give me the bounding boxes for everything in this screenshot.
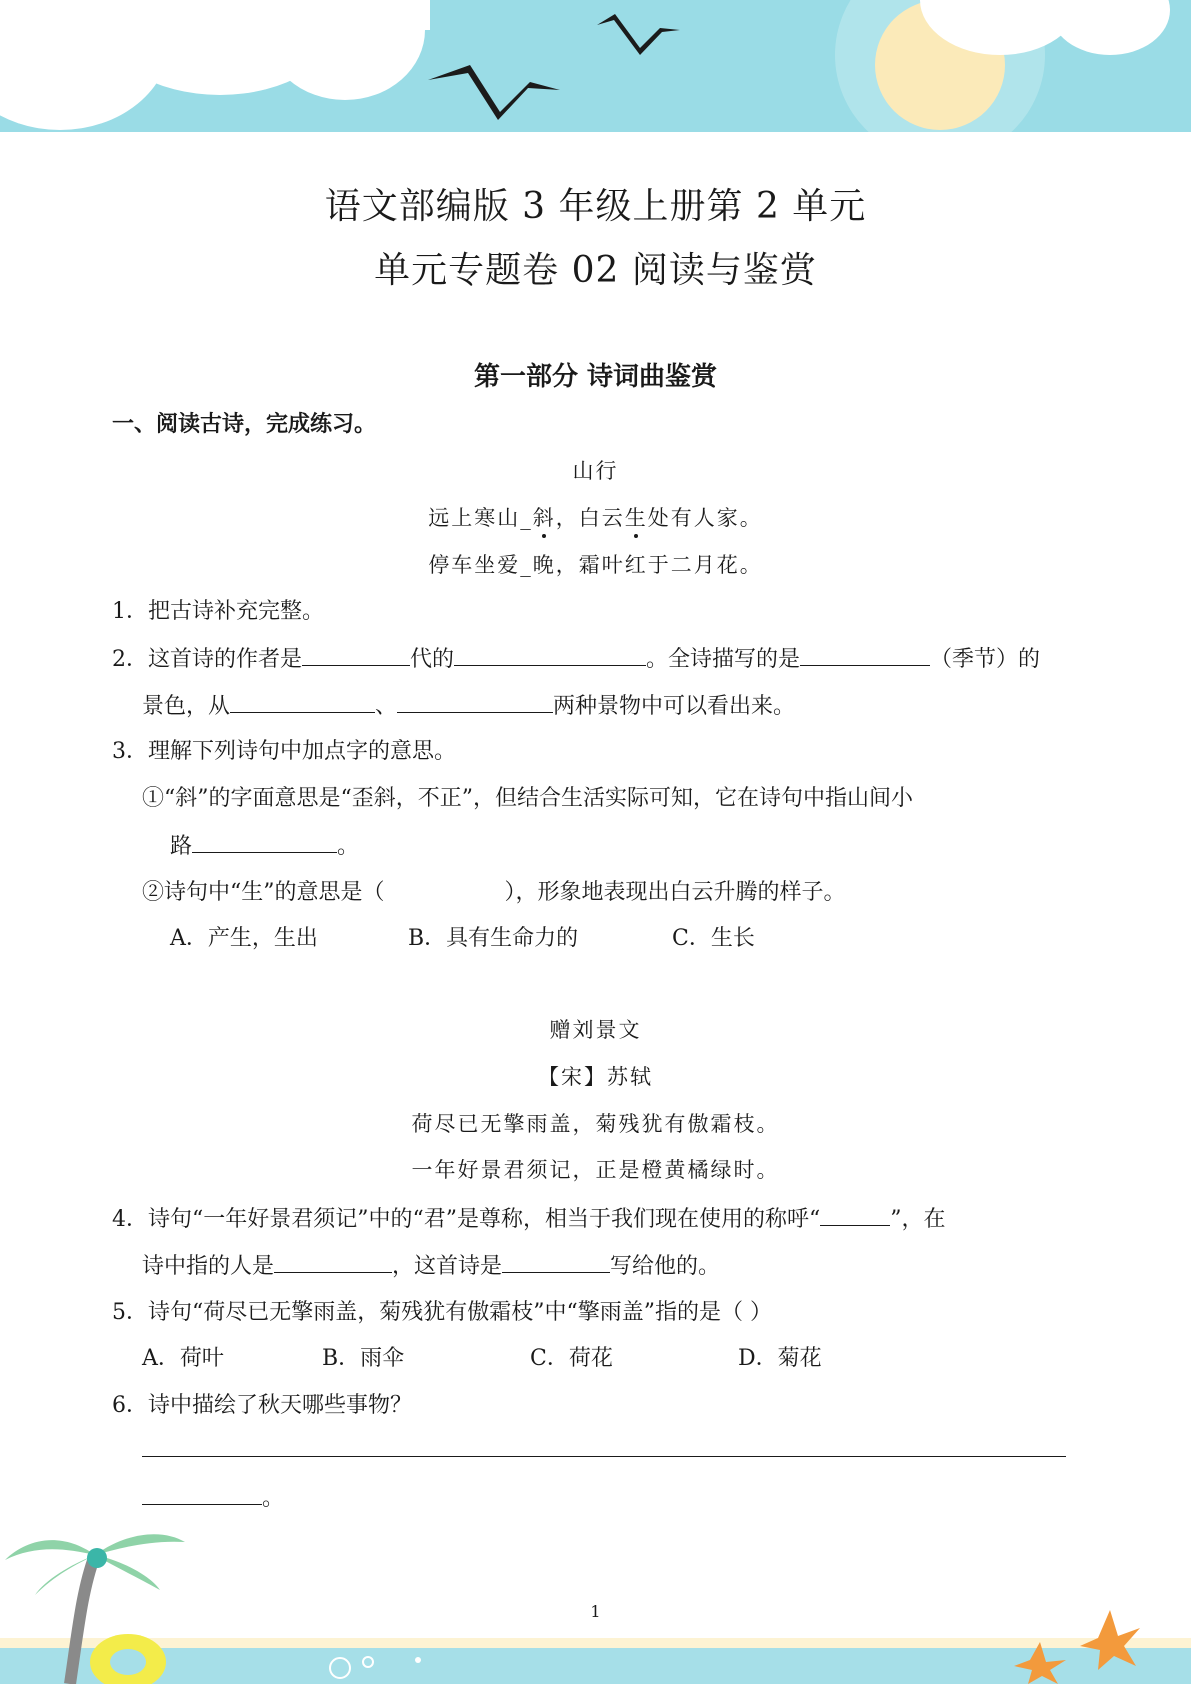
question-3-sub1-line1: ①“斜”的字面意思是“歪斜，不正”，但结合生活实际可知，它在诗句中指山间小 <box>142 786 913 811</box>
answer-blank[interactable] <box>192 828 337 853</box>
page-number: 1 <box>590 1602 601 1621</box>
option-a[interactable]: A．荷叶 <box>142 1346 224 1371</box>
question-3: 3．理解下列诗句中加点字的意思。 <box>112 739 456 764</box>
poem2-author: 【宋】苏轼 <box>538 1065 653 1089</box>
option-b[interactable]: B．雨伞 <box>322 1346 405 1371</box>
answer-blank[interactable] <box>230 688 375 713</box>
option-c[interactable]: C．荷花 <box>530 1346 613 1371</box>
emphasis-dot-char: 生 <box>625 502 648 532</box>
answer-blank[interactable] <box>397 688 553 713</box>
poem1-line1: 远上寒山_斜，白云生处有人家。 <box>0 502 1191 532</box>
question-6: 6．诗中描绘了秋天哪些事物？ <box>112 1393 412 1418</box>
poem2-line1: 荷尽已无擎雨盖，菊残犹有傲霜枝。 <box>411 1112 780 1136</box>
question-5: 5．诗句“荷尽已无擎雨盖，菊残犹有傲霜枝”中“擎雨盖”指的是（ ） <box>112 1300 772 1325</box>
emphasis-dot-char: 斜 <box>533 502 556 532</box>
beach-footer <box>0 1510 1191 1684</box>
poem1-line2: 停车坐爱_晚，霜叶红于二月花。 <box>428 553 763 577</box>
question-5-options <box>142 1341 822 1372</box>
question-3-sub1-line2: 路 。 <box>170 828 359 860</box>
answer-blank[interactable] <box>800 641 930 666</box>
answer-blank[interactable] <box>302 641 410 666</box>
poem1-title: 山行 <box>572 459 619 483</box>
option-d[interactable]: D．菊花 <box>738 1346 822 1371</box>
answer-blank[interactable] <box>454 641 646 666</box>
question-heading: 一、阅读古诗，完成练习。 <box>112 412 377 437</box>
document-title-line1: 语文部编版 3 年级上册第 2 单元 <box>324 186 867 227</box>
answer-line[interactable] <box>142 1455 1066 1457</box>
question-2-line1: 2．这首诗的作者是 代的 。全诗描写的是 （季节）的 <box>112 641 1040 673</box>
answer-blank[interactable] <box>274 1248 392 1273</box>
poem2-line2: 一年好景君须记，正是橙黄橘绿时。 <box>411 1158 780 1182</box>
question-4-line2: 诗中指的人是 ，这首诗是 写给他的。 <box>142 1248 720 1280</box>
section-title: 第一部分 诗词曲鉴赏 <box>473 362 718 392</box>
question-3-sub2: ②诗句中“生”的意思是（ ），形象地表现出白云升腾的样子。 <box>142 880 846 905</box>
question-3-options <box>170 921 755 952</box>
answer-blank[interactable] <box>820 1201 890 1226</box>
question-1: 1．把古诗补充完整。 <box>112 599 324 624</box>
sky-banner <box>0 0 1191 132</box>
question-2-line2: 景色，从 、 两种景物中可以看出来。 <box>142 688 795 720</box>
question-4-line1: 4．诗句“一年好景君须记”中的“君”是尊称，相当于我们现在使用的称呼“ ”，在 <box>112 1201 946 1233</box>
answer-line-end: 。 <box>142 1480 284 1512</box>
option-b[interactable]: B．具有生命力的 <box>408 926 579 951</box>
poem2-title: 赠刘景文 <box>549 1018 642 1042</box>
option-c[interactable]: C．生长 <box>672 926 755 951</box>
option-a[interactable]: A．产生，生出 <box>170 926 318 951</box>
document-title-line2: 单元专题卷 02 阅读与鉴赏 <box>374 250 817 291</box>
answer-blank[interactable] <box>502 1248 610 1273</box>
answer-blank[interactable] <box>142 1480 262 1505</box>
